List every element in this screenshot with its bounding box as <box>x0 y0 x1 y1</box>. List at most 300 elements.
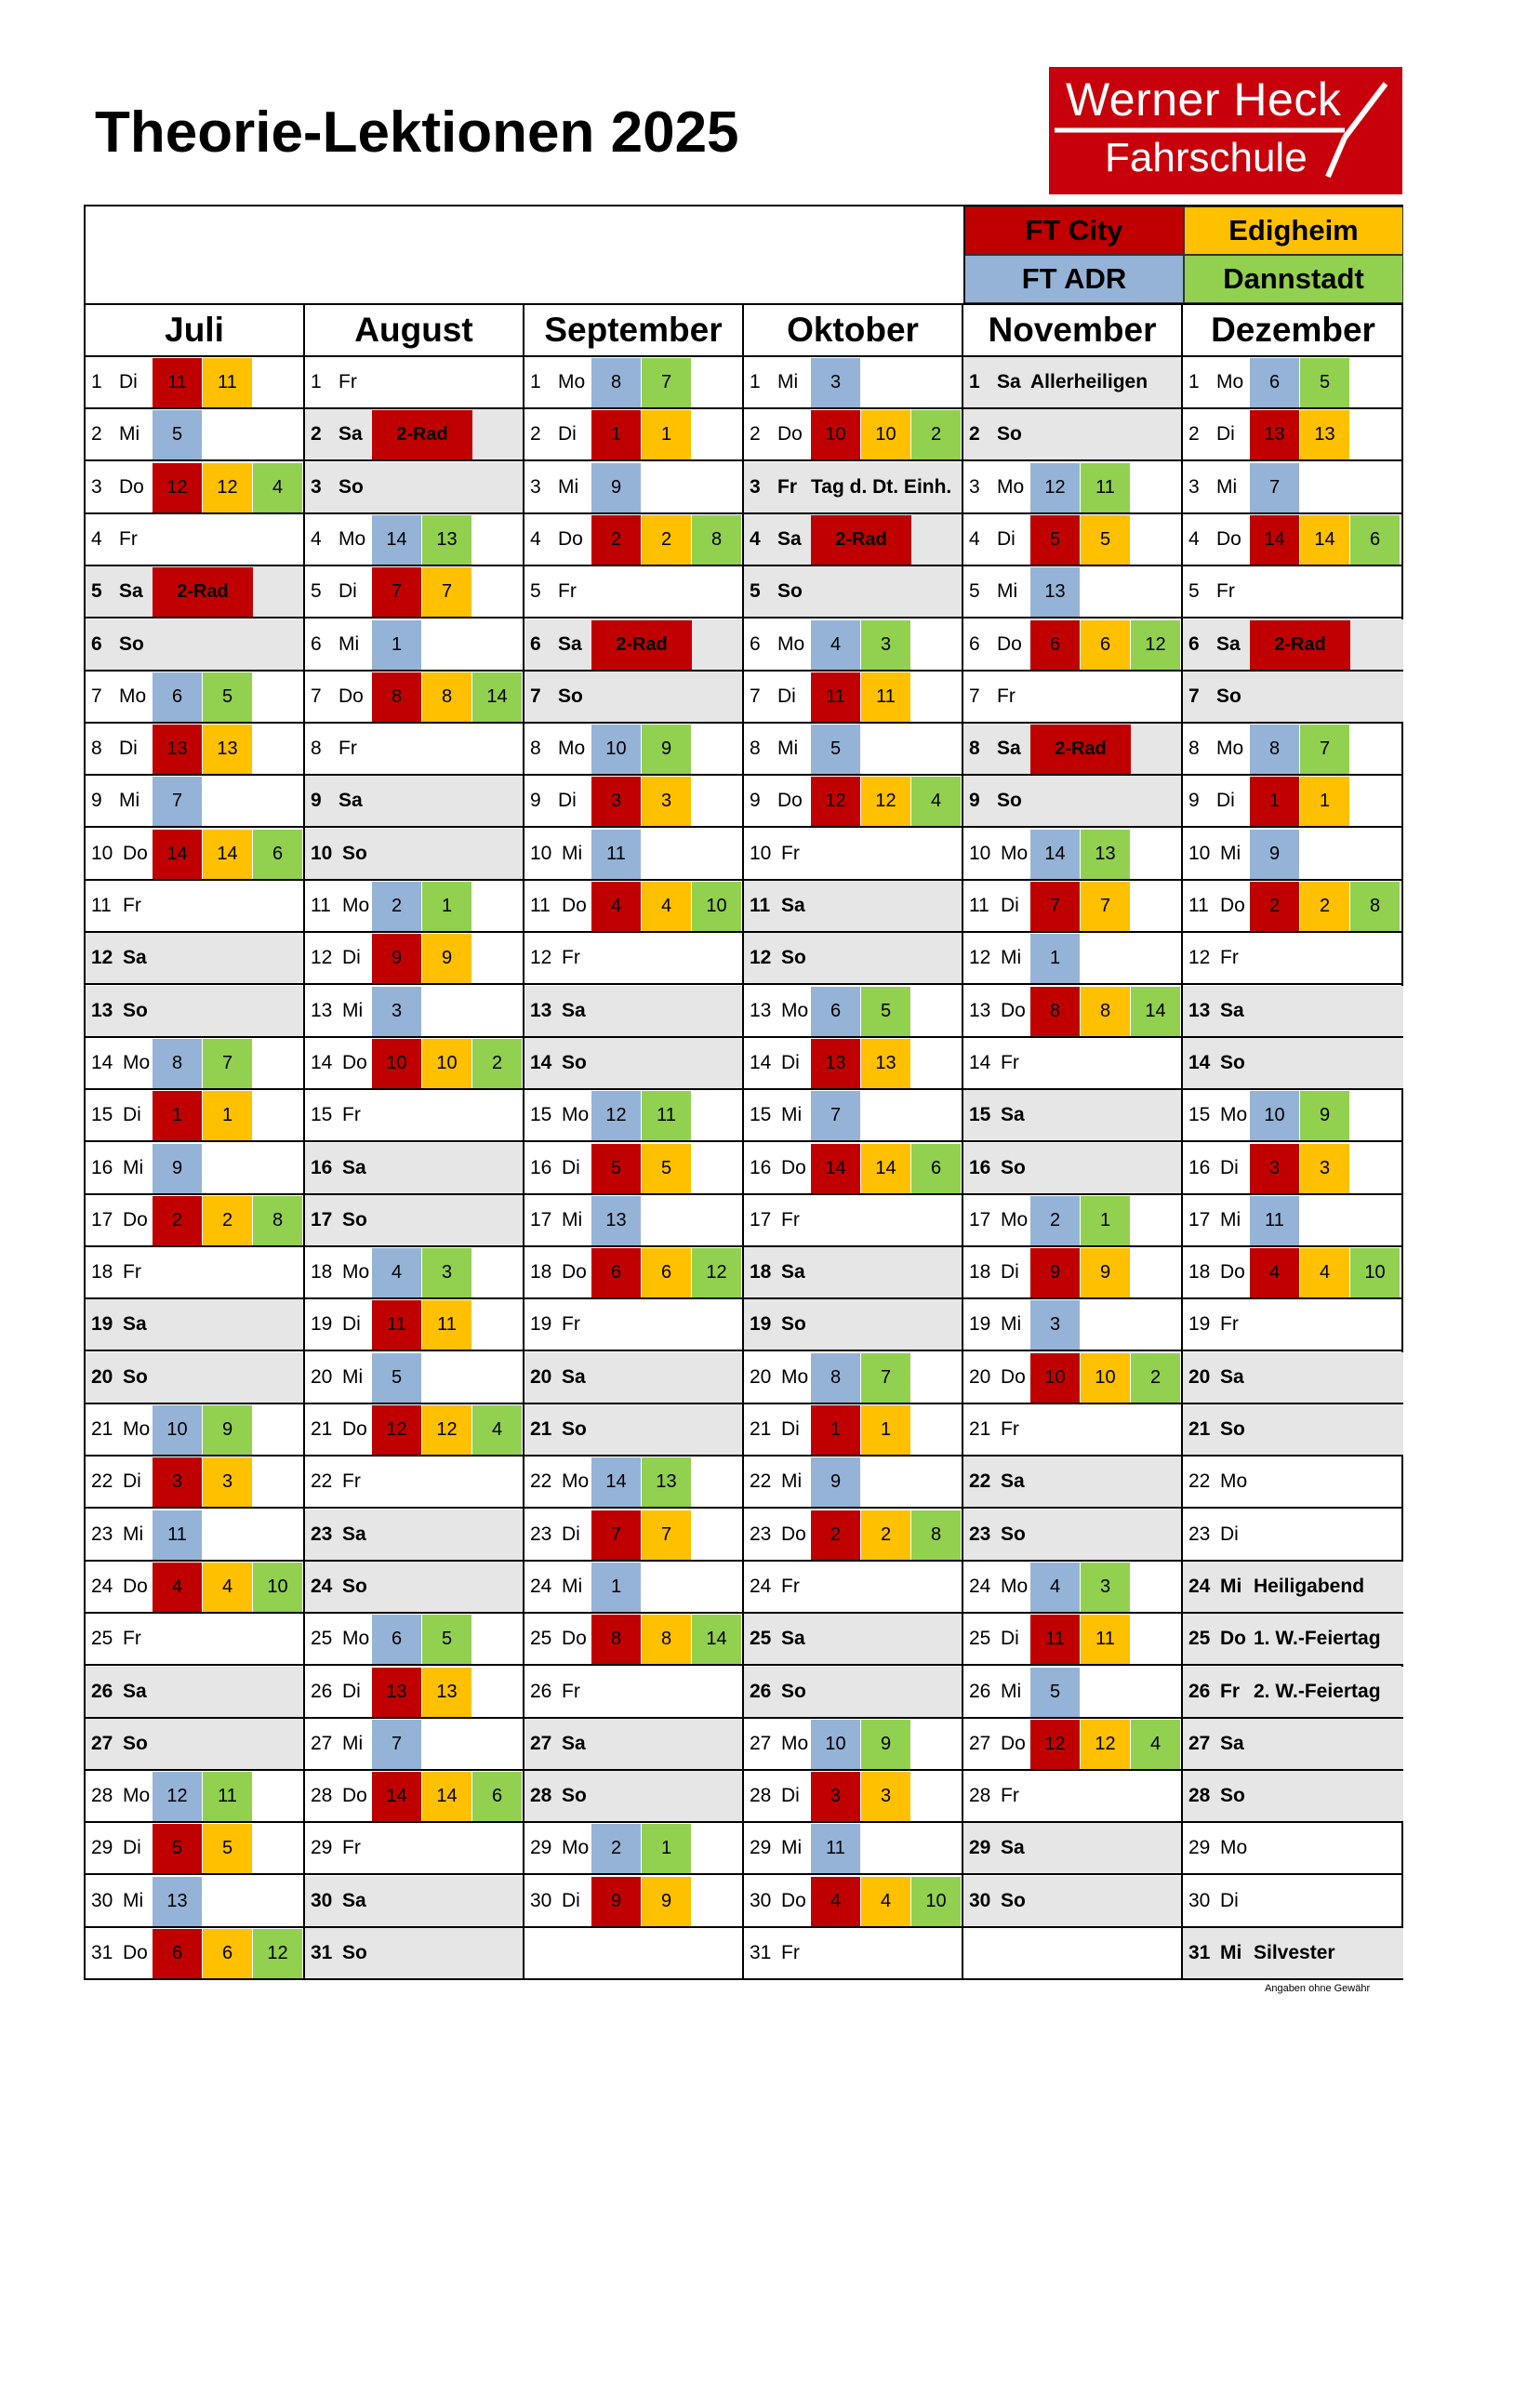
day-number: 6 <box>1188 632 1200 655</box>
ft-city-lesson: 8 <box>372 672 421 722</box>
day-number: 13 <box>311 999 333 1021</box>
day-row <box>524 1876 742 1928</box>
day-row <box>86 1928 303 1980</box>
weekday: Sa <box>558 632 582 655</box>
day-number: 16 <box>969 1156 991 1178</box>
day-number: 11 <box>91 895 112 916</box>
day-row <box>305 776 523 828</box>
edigheim-lesson: 12 <box>861 777 910 826</box>
weekday: Fr <box>997 685 1016 707</box>
two-wheel-session: 2-Rad <box>811 515 911 565</box>
day-row <box>305 1195 523 1247</box>
day-number: 9 <box>311 790 322 812</box>
weekday: Mi <box>781 1470 803 1493</box>
edigheim-lesson: 8 <box>422 672 471 722</box>
weekday: Mi <box>777 738 799 760</box>
day-number: 29 <box>530 1837 552 1859</box>
day-number: 17 <box>91 1208 113 1230</box>
day-row <box>744 1143 962 1195</box>
weekday: Mi <box>1001 947 1022 969</box>
day-number: 3 <box>750 475 761 498</box>
weekday: Fr <box>562 1313 580 1336</box>
day-row <box>963 1876 1181 1928</box>
edigheim-lesson: 4 <box>642 882 691 931</box>
weekday: Sa <box>1220 1732 1244 1754</box>
weekday: Mi <box>781 1104 803 1126</box>
day-number: 19 <box>1188 1313 1211 1336</box>
ft-city-lesson: 9 <box>1030 1248 1080 1297</box>
day-row <box>524 829 742 881</box>
day-number: 11 <box>311 895 331 916</box>
day-number: 10 <box>1188 842 1211 864</box>
ft-city-lesson: 13 <box>153 725 202 774</box>
day-number: 22 <box>530 1470 552 1493</box>
ft-adr-lesson: 4 <box>1030 1563 1080 1612</box>
day-number: 22 <box>969 1470 991 1493</box>
two-wheel-session: 2-Rad <box>372 410 472 459</box>
day-number: 2 <box>969 423 980 446</box>
day-row <box>305 1771 523 1823</box>
day-number: 30 <box>969 1889 991 1911</box>
weekday: Mi <box>342 1732 364 1754</box>
legend-edigheim <box>1184 206 1403 255</box>
ft-adr-lesson: 6 <box>372 1615 421 1664</box>
day-row <box>305 1719 523 1771</box>
two-wheel-session: 2-Rad <box>591 620 692 670</box>
day-number: 27 <box>91 1732 113 1754</box>
day-number: 30 <box>530 1889 552 1911</box>
ft-city-lesson: 14 <box>372 1772 421 1821</box>
ft-city-lesson: 1 <box>811 1405 860 1455</box>
day-row <box>963 566 1181 619</box>
ft-city-lesson: 11 <box>1030 1615 1080 1664</box>
day-row <box>963 1823 1181 1875</box>
day-number: 1 <box>1188 371 1200 392</box>
ft-city-lesson: 12 <box>811 777 860 826</box>
weekday: Sa <box>123 1680 147 1702</box>
weekday: Mo <box>1220 1470 1248 1493</box>
day-row <box>524 986 742 1038</box>
day-row <box>963 1090 1181 1142</box>
day-number: 14 <box>1188 1051 1211 1073</box>
holiday-name: Silvester <box>1254 1942 1335 1963</box>
day-number: 21 <box>91 1418 113 1440</box>
day-row <box>86 1771 303 1823</box>
ft-adr-lesson: 7 <box>372 1720 421 1769</box>
day-number: 25 <box>91 1628 113 1650</box>
weekday: Mo <box>342 1628 370 1650</box>
weekday: Do <box>562 1628 587 1650</box>
weekday: Sa <box>339 423 363 446</box>
day-row <box>524 1667 742 1719</box>
ft-adr-lesson: 11 <box>153 1510 202 1560</box>
day-row <box>963 1038 1181 1090</box>
ft-adr-lesson: 4 <box>811 620 860 670</box>
day-row <box>744 1457 962 1509</box>
day-row <box>305 1457 523 1509</box>
day-number: 31 <box>750 1942 772 1963</box>
weekday: Mi <box>339 632 360 655</box>
day-number: 6 <box>750 632 761 655</box>
dannstadt-lesson: 1 <box>422 882 471 931</box>
ft-adr-lesson: 6 <box>811 987 860 1036</box>
ft-city-lesson: 9 <box>591 1877 641 1926</box>
day-row <box>744 357 962 409</box>
weekday: Mo <box>1001 1575 1029 1597</box>
dannstadt-lesson: 1 <box>1081 1196 1130 1245</box>
day-row <box>744 672 962 724</box>
day-row <box>524 1299 742 1351</box>
day-number: 28 <box>969 1785 991 1807</box>
weekday: So <box>342 1208 367 1230</box>
day-row <box>1183 1195 1403 1247</box>
day-row <box>524 672 742 724</box>
ft-adr-lesson: 10 <box>811 1720 860 1769</box>
day-row <box>86 829 303 881</box>
weekday: So <box>997 790 1022 812</box>
day-row <box>1183 829 1403 881</box>
month-column <box>1183 357 1403 1980</box>
day-row <box>744 724 962 776</box>
weekday: Di <box>997 527 1016 550</box>
day-number: 15 <box>530 1104 552 1126</box>
day-row <box>524 1247 742 1299</box>
weekday: So <box>1216 685 1241 707</box>
day-number: 17 <box>1188 1208 1211 1230</box>
day-number: 3 <box>91 475 102 498</box>
day-number: 21 <box>750 1418 772 1440</box>
edigheim-lesson: 10 <box>1081 1353 1130 1403</box>
dannstadt-lesson: 3 <box>422 1248 471 1297</box>
day-row <box>524 1038 742 1090</box>
weekday: Mo <box>562 1104 590 1126</box>
day-row <box>963 986 1181 1038</box>
weekday: Mo <box>123 1051 151 1073</box>
day-number: 5 <box>91 580 102 603</box>
day-row <box>305 724 523 776</box>
day-number: 20 <box>750 1365 772 1388</box>
day-row <box>963 1247 1181 1299</box>
weekday: Di <box>1001 895 1019 916</box>
day-row <box>305 1143 523 1195</box>
ft-adr-lesson: 1 <box>591 1563 641 1612</box>
day-number: 9 <box>91 790 102 812</box>
weekday: So <box>1001 1523 1026 1545</box>
weekday: Fr <box>342 1470 361 1493</box>
day-row <box>524 1457 742 1509</box>
day-row <box>963 1562 1181 1614</box>
day-row <box>1183 881 1403 933</box>
day-number: 23 <box>969 1523 991 1545</box>
day-row <box>86 1195 303 1247</box>
ft-adr-lesson: 10 <box>591 725 641 774</box>
month-header: August <box>305 303 524 357</box>
day-row <box>963 1771 1181 1823</box>
dannstadt-lesson: 11 <box>203 1772 252 1821</box>
day-number: 24 <box>91 1575 113 1597</box>
day-row <box>1183 672 1403 724</box>
month-column <box>744 357 963 1980</box>
dannstadt-lesson: 11 <box>642 1091 691 1140</box>
ft-city-lesson: 3 <box>811 1772 860 1821</box>
ft-adr-lesson: 8 <box>153 1039 202 1088</box>
weekday: Mi <box>562 842 583 864</box>
weekday: Di <box>1001 1261 1019 1284</box>
edigheim-lesson: 2 <box>861 1510 910 1560</box>
day-number: 4 <box>969 527 980 550</box>
day-number: 12 <box>311 947 333 969</box>
ft-city-lesson: 3 <box>1250 1144 1299 1193</box>
day-number: 15 <box>91 1104 113 1126</box>
weekday: Do <box>562 1261 587 1284</box>
day-number: 29 <box>750 1837 772 1859</box>
day-number: 2 <box>91 423 102 446</box>
weekday: Di <box>558 790 577 812</box>
weekday: So <box>342 842 367 864</box>
weekday: Mo <box>1220 1837 1248 1859</box>
ft-city-lesson: 10 <box>372 1039 421 1088</box>
day-row <box>744 1562 962 1614</box>
day-row <box>305 986 523 1038</box>
ft-adr-lesson: 5 <box>1030 1668 1080 1717</box>
edigheim-lesson: 3 <box>642 777 691 826</box>
day-row <box>744 829 962 881</box>
dannstadt-lesson: 6 <box>1350 515 1400 565</box>
edigheim-lesson: 12 <box>422 1405 471 1455</box>
day-number: 29 <box>91 1837 113 1859</box>
day-row <box>524 1823 742 1875</box>
day-row <box>86 1404 303 1457</box>
weekday: Mi <box>342 999 364 1021</box>
ft-city-lesson: 3 <box>153 1457 202 1507</box>
day-row <box>1183 1876 1403 1928</box>
month-header: Oktober <box>744 303 963 357</box>
weekday: Do <box>777 423 803 446</box>
weekday: Do <box>123 1208 148 1230</box>
day-row <box>1183 1352 1403 1404</box>
day-number: 14 <box>91 1051 113 1073</box>
ft-adr-lesson: 7 <box>811 1091 860 1140</box>
edigheim-lesson: 1 <box>861 1405 910 1455</box>
weekday: Sa <box>1216 632 1241 655</box>
edigheim-lesson: 2 <box>642 515 691 565</box>
weekday: Do <box>1001 1365 1026 1388</box>
ft-adr-lesson: 5 <box>811 725 860 774</box>
day-number: 25 <box>1188 1628 1211 1650</box>
day-number: 6 <box>311 632 322 655</box>
weekday: Mi <box>781 1837 803 1859</box>
day-row <box>1183 986 1403 1038</box>
weekday: Do <box>777 790 803 812</box>
weekday: Sa <box>123 947 147 969</box>
day-number: 22 <box>91 1470 113 1493</box>
weekday: Di <box>1220 1523 1239 1545</box>
day-row <box>305 1614 523 1666</box>
two-wheel-session: 2-Rad <box>1250 620 1350 670</box>
day-number: 17 <box>750 1208 772 1230</box>
day-number: 30 <box>311 1889 333 1911</box>
day-number: 2 <box>1188 423 1200 446</box>
day-number: 24 <box>969 1575 991 1597</box>
day-row <box>744 1667 962 1719</box>
edigheim-lesson: 14 <box>203 830 252 879</box>
weekday: Sa <box>342 1889 366 1911</box>
weekday: Di <box>562 1156 580 1178</box>
dannstadt-lesson: 4 <box>472 1405 522 1455</box>
dannstadt-lesson: 14 <box>692 1615 741 1664</box>
ft-city-lesson: 3 <box>591 777 641 826</box>
day-number: 16 <box>750 1156 772 1178</box>
dannstadt-lesson: 4 <box>253 463 302 512</box>
month-header: Juli <box>86 303 305 357</box>
day-number: 20 <box>1188 1365 1211 1388</box>
day-number: 18 <box>750 1261 772 1284</box>
day-number: 7 <box>311 685 322 707</box>
legend-label: Edigheim <box>1228 214 1359 246</box>
day-row <box>963 619 1181 672</box>
weekday: Sa <box>1001 1104 1025 1126</box>
day-row <box>305 672 523 724</box>
day-row <box>524 724 742 776</box>
day-row <box>744 776 962 828</box>
day-number: 4 <box>311 527 322 550</box>
day-row <box>744 1510 962 1562</box>
ft-adr-lesson: 9 <box>1250 830 1299 879</box>
edigheim-lesson: 9 <box>642 1877 691 1926</box>
weekday: Fr <box>339 738 357 760</box>
ft-city-lesson: 7 <box>372 567 421 617</box>
holiday-name: Heiligabend <box>1254 1575 1365 1597</box>
day-row <box>744 1090 962 1142</box>
weekday: Di <box>1220 1156 1239 1178</box>
day-number: 1 <box>91 371 102 392</box>
dannstadt-lesson: 13 <box>1081 830 1130 879</box>
day-row <box>1183 1299 1403 1351</box>
dannstadt-lesson: 7 <box>642 358 691 407</box>
weekday: Di <box>777 685 796 707</box>
day-row <box>1183 1667 1403 1719</box>
day-row <box>524 462 742 514</box>
day-number: 1 <box>969 371 980 392</box>
weekday: Di <box>123 1470 141 1493</box>
ft-city-lesson: 6 <box>591 1248 641 1297</box>
day-row <box>1183 566 1403 619</box>
day-number: 20 <box>91 1365 113 1388</box>
weekday: Do <box>1220 895 1245 916</box>
day-number: 8 <box>530 738 541 760</box>
weekday: Fr <box>562 947 580 969</box>
day-number: 23 <box>1188 1523 1211 1545</box>
day-row <box>86 1457 303 1509</box>
day-row <box>305 1404 523 1457</box>
day-row <box>963 829 1181 881</box>
calendar-grid <box>84 205 1403 1980</box>
ft-city-lesson: 2 <box>811 1510 860 1560</box>
day-row <box>305 881 523 933</box>
edigheim-lesson: 5 <box>642 1144 691 1193</box>
weekday: Do <box>1220 1628 1246 1650</box>
day-number: 5 <box>311 580 322 603</box>
weekday: Sa <box>562 1365 586 1388</box>
dannstadt-lesson: 12 <box>1131 620 1180 670</box>
weekday: So <box>1001 1156 1026 1178</box>
edigheim-lesson: 8 <box>1081 987 1130 1036</box>
ft-city-lesson: 5 <box>153 1824 202 1873</box>
month-column <box>86 357 305 1980</box>
ft-adr-lesson: 6 <box>153 672 202 722</box>
day-number: 7 <box>91 685 102 707</box>
day-number: 28 <box>750 1785 772 1807</box>
weekday: Sa <box>1220 1365 1244 1388</box>
weekday: Mi <box>119 790 140 812</box>
day-number: 26 <box>91 1680 113 1702</box>
dannstadt-lesson: 7 <box>861 1353 910 1403</box>
weekday: So <box>781 1313 806 1336</box>
day-number: 5 <box>969 580 980 603</box>
weekday: So <box>562 1051 587 1073</box>
weekday: Mo <box>781 1732 809 1754</box>
dannstadt-lesson: 3 <box>861 620 910 670</box>
day-row <box>1183 776 1403 828</box>
ft-city-lesson: 8 <box>591 1615 641 1664</box>
edigheim-lesson: 11 <box>422 1300 471 1350</box>
day-row <box>1183 1247 1403 1299</box>
weekday: Mi <box>562 1575 583 1597</box>
ft-city-lesson: 1 <box>153 1091 202 1140</box>
day-row <box>744 514 962 566</box>
weekday: Mi <box>1001 1680 1022 1702</box>
weekday: Sa <box>997 371 1021 392</box>
day-number: 16 <box>1188 1156 1211 1178</box>
weekday: Do <box>342 1418 367 1440</box>
day-number: 8 <box>91 738 102 760</box>
ft-city-lesson: 2 <box>591 515 641 565</box>
weekday: Mi <box>342 1365 364 1388</box>
ft-city-lesson: 12 <box>153 463 202 512</box>
day-number: 8 <box>969 738 980 760</box>
day-number: 25 <box>311 1628 333 1650</box>
weekday: So <box>342 1575 367 1597</box>
edigheim-lesson: 3 <box>203 1457 252 1507</box>
day-number: 15 <box>750 1104 772 1126</box>
edigheim-lesson: 2 <box>1300 882 1349 931</box>
day-row <box>524 619 742 672</box>
day-number: 12 <box>530 947 552 969</box>
day-row <box>305 409 523 461</box>
weekday: Mo <box>562 1470 590 1493</box>
day-number: 31 <box>311 1942 333 1963</box>
legend-divider <box>963 206 965 303</box>
edigheim-lesson: 11 <box>203 358 252 407</box>
ft-adr-lesson: 3 <box>811 358 860 407</box>
day-number: 19 <box>530 1313 552 1336</box>
weekday: Mo <box>1216 371 1244 392</box>
ft-adr-lesson: 8 <box>591 358 641 407</box>
ft-city-lesson: 6 <box>1030 620 1080 670</box>
dannstadt-lesson: 10 <box>253 1563 302 1612</box>
weekday: Fr <box>1001 1418 1019 1440</box>
day-row <box>305 1247 523 1299</box>
day-row <box>86 1667 303 1719</box>
ft-city-lesson: 2 <box>153 1196 202 1245</box>
weekday: Sa <box>781 895 805 916</box>
weekday: Di <box>781 1051 800 1073</box>
weekday: Di <box>562 1523 580 1545</box>
ft-adr-lesson: 6 <box>1250 358 1299 407</box>
day-number: 5 <box>530 580 541 603</box>
weekday: Mo <box>342 895 370 916</box>
day-row <box>305 1823 523 1875</box>
